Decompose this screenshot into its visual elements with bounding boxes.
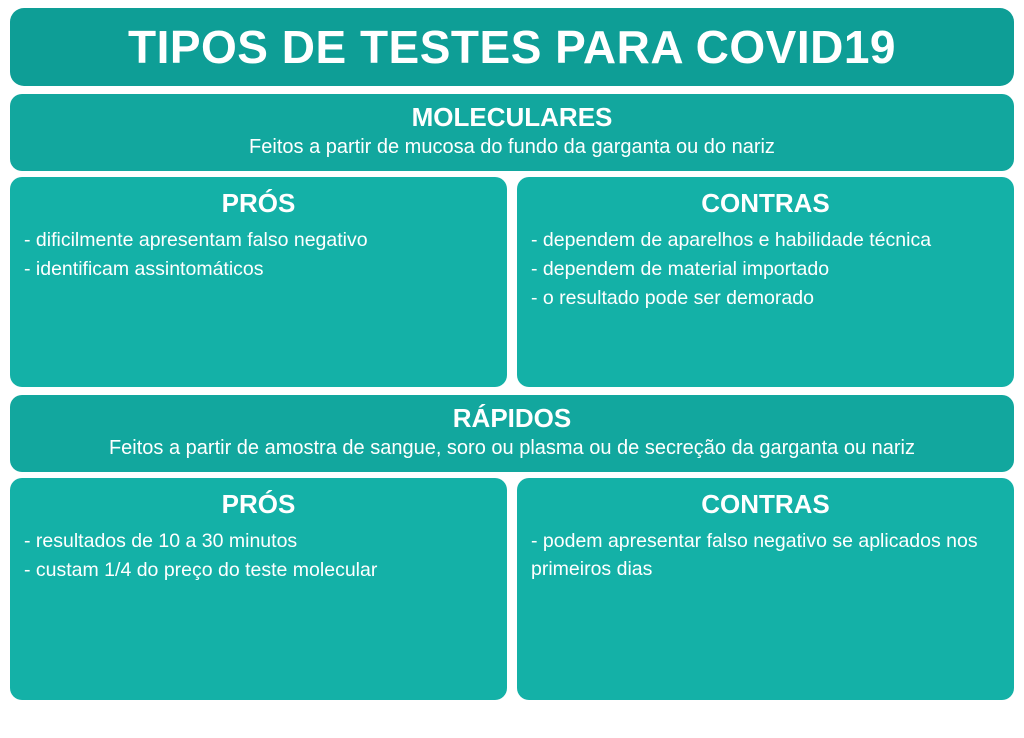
card-title-contras-rapidos: CONTRAS xyxy=(701,488,830,519)
list-contras-rapidos xyxy=(531,528,1000,583)
list-item: - o resultado pode ser demorado xyxy=(531,286,814,309)
list-item: - resultados de 10 a 30 minutos xyxy=(24,530,298,553)
section-header-moleculares xyxy=(10,94,1014,171)
section-columns-rapidos xyxy=(10,478,1014,700)
list-pros-moleculares xyxy=(24,227,493,283)
section-title-moleculares: MOLECULARES xyxy=(411,102,613,132)
section-subtitle-rapidos: Feitos a partir de amostra de sangue, soro ou plasma ou de secreção da garganta ou nariz xyxy=(108,436,916,459)
card-pros-rapidos xyxy=(10,478,507,700)
section-title-rapidos: RÁPIDOS xyxy=(452,402,572,433)
card-title-contras-moleculares: CONTRAS xyxy=(701,187,830,218)
list-item: - dependem de aparelhos e habilidade técnica xyxy=(531,229,932,252)
list-contras-moleculares xyxy=(531,227,1000,312)
list-pros-rapidos xyxy=(24,528,493,584)
page-title-bar xyxy=(10,8,1014,86)
list-item: - custam 1/4 do preço do teste molecular xyxy=(24,559,378,582)
card-contras-rapidos xyxy=(517,478,1014,700)
card-title-pros-moleculares: PRÓS xyxy=(221,187,296,218)
section-header-rapidos xyxy=(10,395,1014,472)
page-title: TIPOS DE TESTES PARA COVID19 xyxy=(127,21,897,73)
card-contras-moleculares xyxy=(517,177,1014,387)
list-item: - dependem de material importado xyxy=(531,258,830,281)
list-item: - identificam assintomáticos xyxy=(24,258,264,281)
card-pros-moleculares xyxy=(10,177,507,387)
list-item: - podem apresentar falso negativo se aplicados nos primeiros dias xyxy=(531,530,978,581)
card-title-pros-rapidos: PRÓS xyxy=(221,488,296,519)
section-columns-moleculares xyxy=(10,177,1014,387)
list-item: - dificilmente apresentam falso negativo xyxy=(24,229,368,252)
section-subtitle-moleculares: Feitos a partir de mucosa do fundo da garganta ou do nariz xyxy=(249,135,775,158)
